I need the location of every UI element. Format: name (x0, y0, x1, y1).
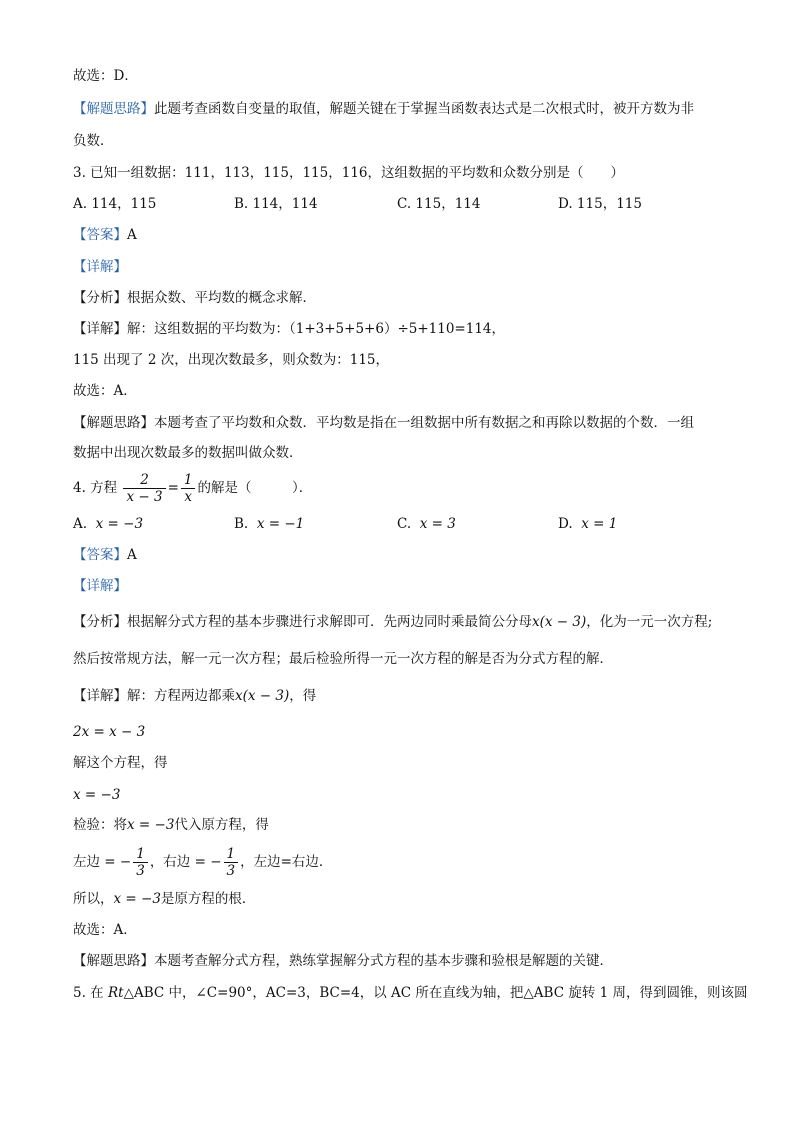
q4-analysis-cont: 然后按常规方法，解一元一次方程；最后检验所得一元一次方程的解是否为分式方程的解． (73, 651, 613, 667)
choose-d-line: 故选：D． (73, 68, 138, 84)
q4-option-c (397, 514, 456, 534)
q4-equation-2: x = −3 (73, 787, 121, 803)
q4-frac1-num: 2 (123, 472, 165, 489)
q5-triangle-2: △ABC (523, 985, 565, 1001)
q4-detail-tag-line (73, 576, 127, 596)
q4-right-text-end: ，左边=右边． (240, 854, 333, 870)
q3-option-b: B. 114，114 (234, 196, 318, 212)
q4-option-b-value: x = −1 (256, 516, 305, 532)
q4-solution-idea-text: 本题考查解分式方程，熟练掌握解分式方程的基本步骤和验根是解题的关键． (154, 953, 613, 969)
q3-detail-tag: 【详解】 (73, 259, 127, 275)
q4-option-d-value: x = 1 (581, 516, 618, 532)
q4-left-den: 3 (136, 863, 145, 879)
q4-detail2-tag: 【详解】 (73, 688, 127, 704)
q4-analysis-tag: 【分析】 (73, 614, 127, 630)
q4-analysis-line (73, 612, 712, 632)
q5-rt: Rt (107, 985, 124, 1001)
q4-frac2-num: 1 (181, 472, 196, 489)
q4-frac2-den: x (184, 489, 192, 505)
q4-check-math: x = −3 (127, 817, 175, 833)
q4-analysis-text-end: ，化为一元一次方程; (586, 614, 713, 630)
q3-option-d: D. 115，115 (558, 196, 642, 212)
q4-stem-suffix: 的解是（ ）． (197, 480, 313, 496)
q3-mode-line: 115 出现了 2 次，出现次数最多，则众数为：115， (73, 352, 389, 368)
solution-idea-cont: 负数． (73, 133, 114, 149)
q3-detail2-text: 解：这组数据的平均数为：（1+3+5+5+6）÷5+110=114， (127, 321, 505, 337)
q5-stem (73, 983, 748, 1003)
q5-triangle-1: △ABC (123, 985, 165, 1001)
q4-right-num: 1 (224, 846, 239, 863)
q4-equation-1: 2x = x − 3 (73, 724, 146, 740)
q4-option-c-label: C. (397, 516, 412, 532)
q4-option-c-value: x = 3 (419, 516, 456, 532)
q3-option-c: C. 115，114 (397, 196, 481, 212)
q4-solution-idea-line (73, 951, 613, 971)
q3-answer-value: A (127, 227, 137, 243)
q4-solution-idea-tag: 【解题思路】 (73, 953, 154, 969)
q5-stem-c: 旋转 1 周，得到圆锥，则该圆 (564, 985, 748, 1001)
q3-stem: 3. 已知一组数据：111，113，115，115，116，这组数据的平均数和众数分别是（ ） (73, 165, 625, 181)
q3-choose-line: 故选：A． (73, 383, 137, 399)
q4-option-b-label: B. (234, 516, 249, 532)
q3-option-a: A. 114，115 (73, 196, 157, 212)
q4-left-text: 左边 = − (73, 854, 132, 870)
q4-check-text: 检验：将 (73, 817, 127, 833)
q4-option-b (234, 514, 304, 534)
q4-answer-value: A (127, 547, 137, 563)
q4-compare-line (73, 844, 332, 880)
q4-so-math: x = −3 (113, 891, 161, 907)
q4-check-line (73, 815, 269, 835)
q4-solve-line: 解这个方程，得 (73, 755, 168, 771)
q4-option-a-label: A. (73, 516, 88, 532)
q4-stem-prefix: 4. 方程 (73, 480, 118, 496)
q3-analysis-line (73, 288, 316, 308)
q4-fraction-right (181, 472, 196, 505)
q4-conclusion-line (73, 889, 255, 909)
q3-solution-idea-text: 本题考查了平均数和众数．平均数是指在一组数据中所有数据之和再除以数据的个数．一组 (154, 415, 694, 431)
q4-detail2-text-end: ，得 (289, 688, 317, 704)
q4-detail2-text: 解：方程两边都乘 (127, 688, 235, 704)
q4-left-num: 1 (133, 846, 148, 863)
q4-frac1-den: x − 3 (126, 489, 163, 505)
q4-choose-line: 故选：A． (73, 922, 137, 938)
q4-option-a (73, 514, 143, 534)
q3-solution-idea-line (73, 413, 694, 433)
q4-right-den: 3 (226, 863, 236, 879)
q4-equals: = (167, 480, 179, 496)
q4-so-text-end: 是原方程的根． (160, 891, 256, 907)
q3-detail-line (73, 319, 505, 339)
q4-detail-tag: 【详解】 (73, 578, 127, 594)
q4-option-a-value: x = −3 (95, 516, 144, 532)
q4-check-text-end: 代入原方程，得 (174, 817, 269, 833)
q3-solution-idea-cont: 数据中出现次数最多的数据叫做众数． (73, 445, 303, 461)
q4-option-d-label: D. (558, 516, 573, 532)
q3-analysis-tag: 【分析】 (73, 290, 127, 306)
q4-answer-tag: 【答案】 (73, 547, 127, 563)
solution-idea-text: 此题考查函数自变量的取值，解题关键在于掌握当函数表达式是二次根式时，被开方数为非 (154, 101, 694, 117)
q4-fraction-left (123, 472, 165, 505)
q4-detail2-math: x(x − 3) (235, 688, 290, 704)
q4-right-text: ，右边 = − (149, 854, 222, 870)
q4-stem (73, 470, 312, 506)
q4-option-d (558, 514, 617, 534)
q5-stem-a: 5. 在 (73, 985, 108, 1001)
q3-analysis-text: 根据众数、平均数的概念求解． (127, 290, 316, 306)
q3-solution-idea-tag: 【解题思路】 (73, 415, 154, 431)
q4-answer-line (73, 545, 137, 565)
q4-analysis-text: 根据解分式方程的基本步骤进行求解即可．先两边同时乘最简公分母 (127, 614, 532, 630)
q4-analysis-math: x(x − 3) (532, 614, 587, 630)
q3-detail-tag-line (73, 257, 127, 277)
q3-answer-line (73, 225, 137, 245)
solution-idea-line (73, 99, 694, 119)
q5-stem-b: 中，∠C=90°，AC=3，BC=4，以 AC 所在直线为轴，把 (164, 985, 524, 1001)
q3-detail2-tag: 【详解】 (73, 321, 127, 337)
q3-answer-tag: 【答案】 (73, 227, 127, 243)
q4-right-fraction (224, 846, 239, 879)
q4-so-text: 所以， (73, 891, 114, 907)
q4-detail-line (73, 686, 316, 706)
q4-left-fraction (133, 846, 148, 879)
solution-idea-tag: 【解题思路】 (73, 101, 154, 117)
